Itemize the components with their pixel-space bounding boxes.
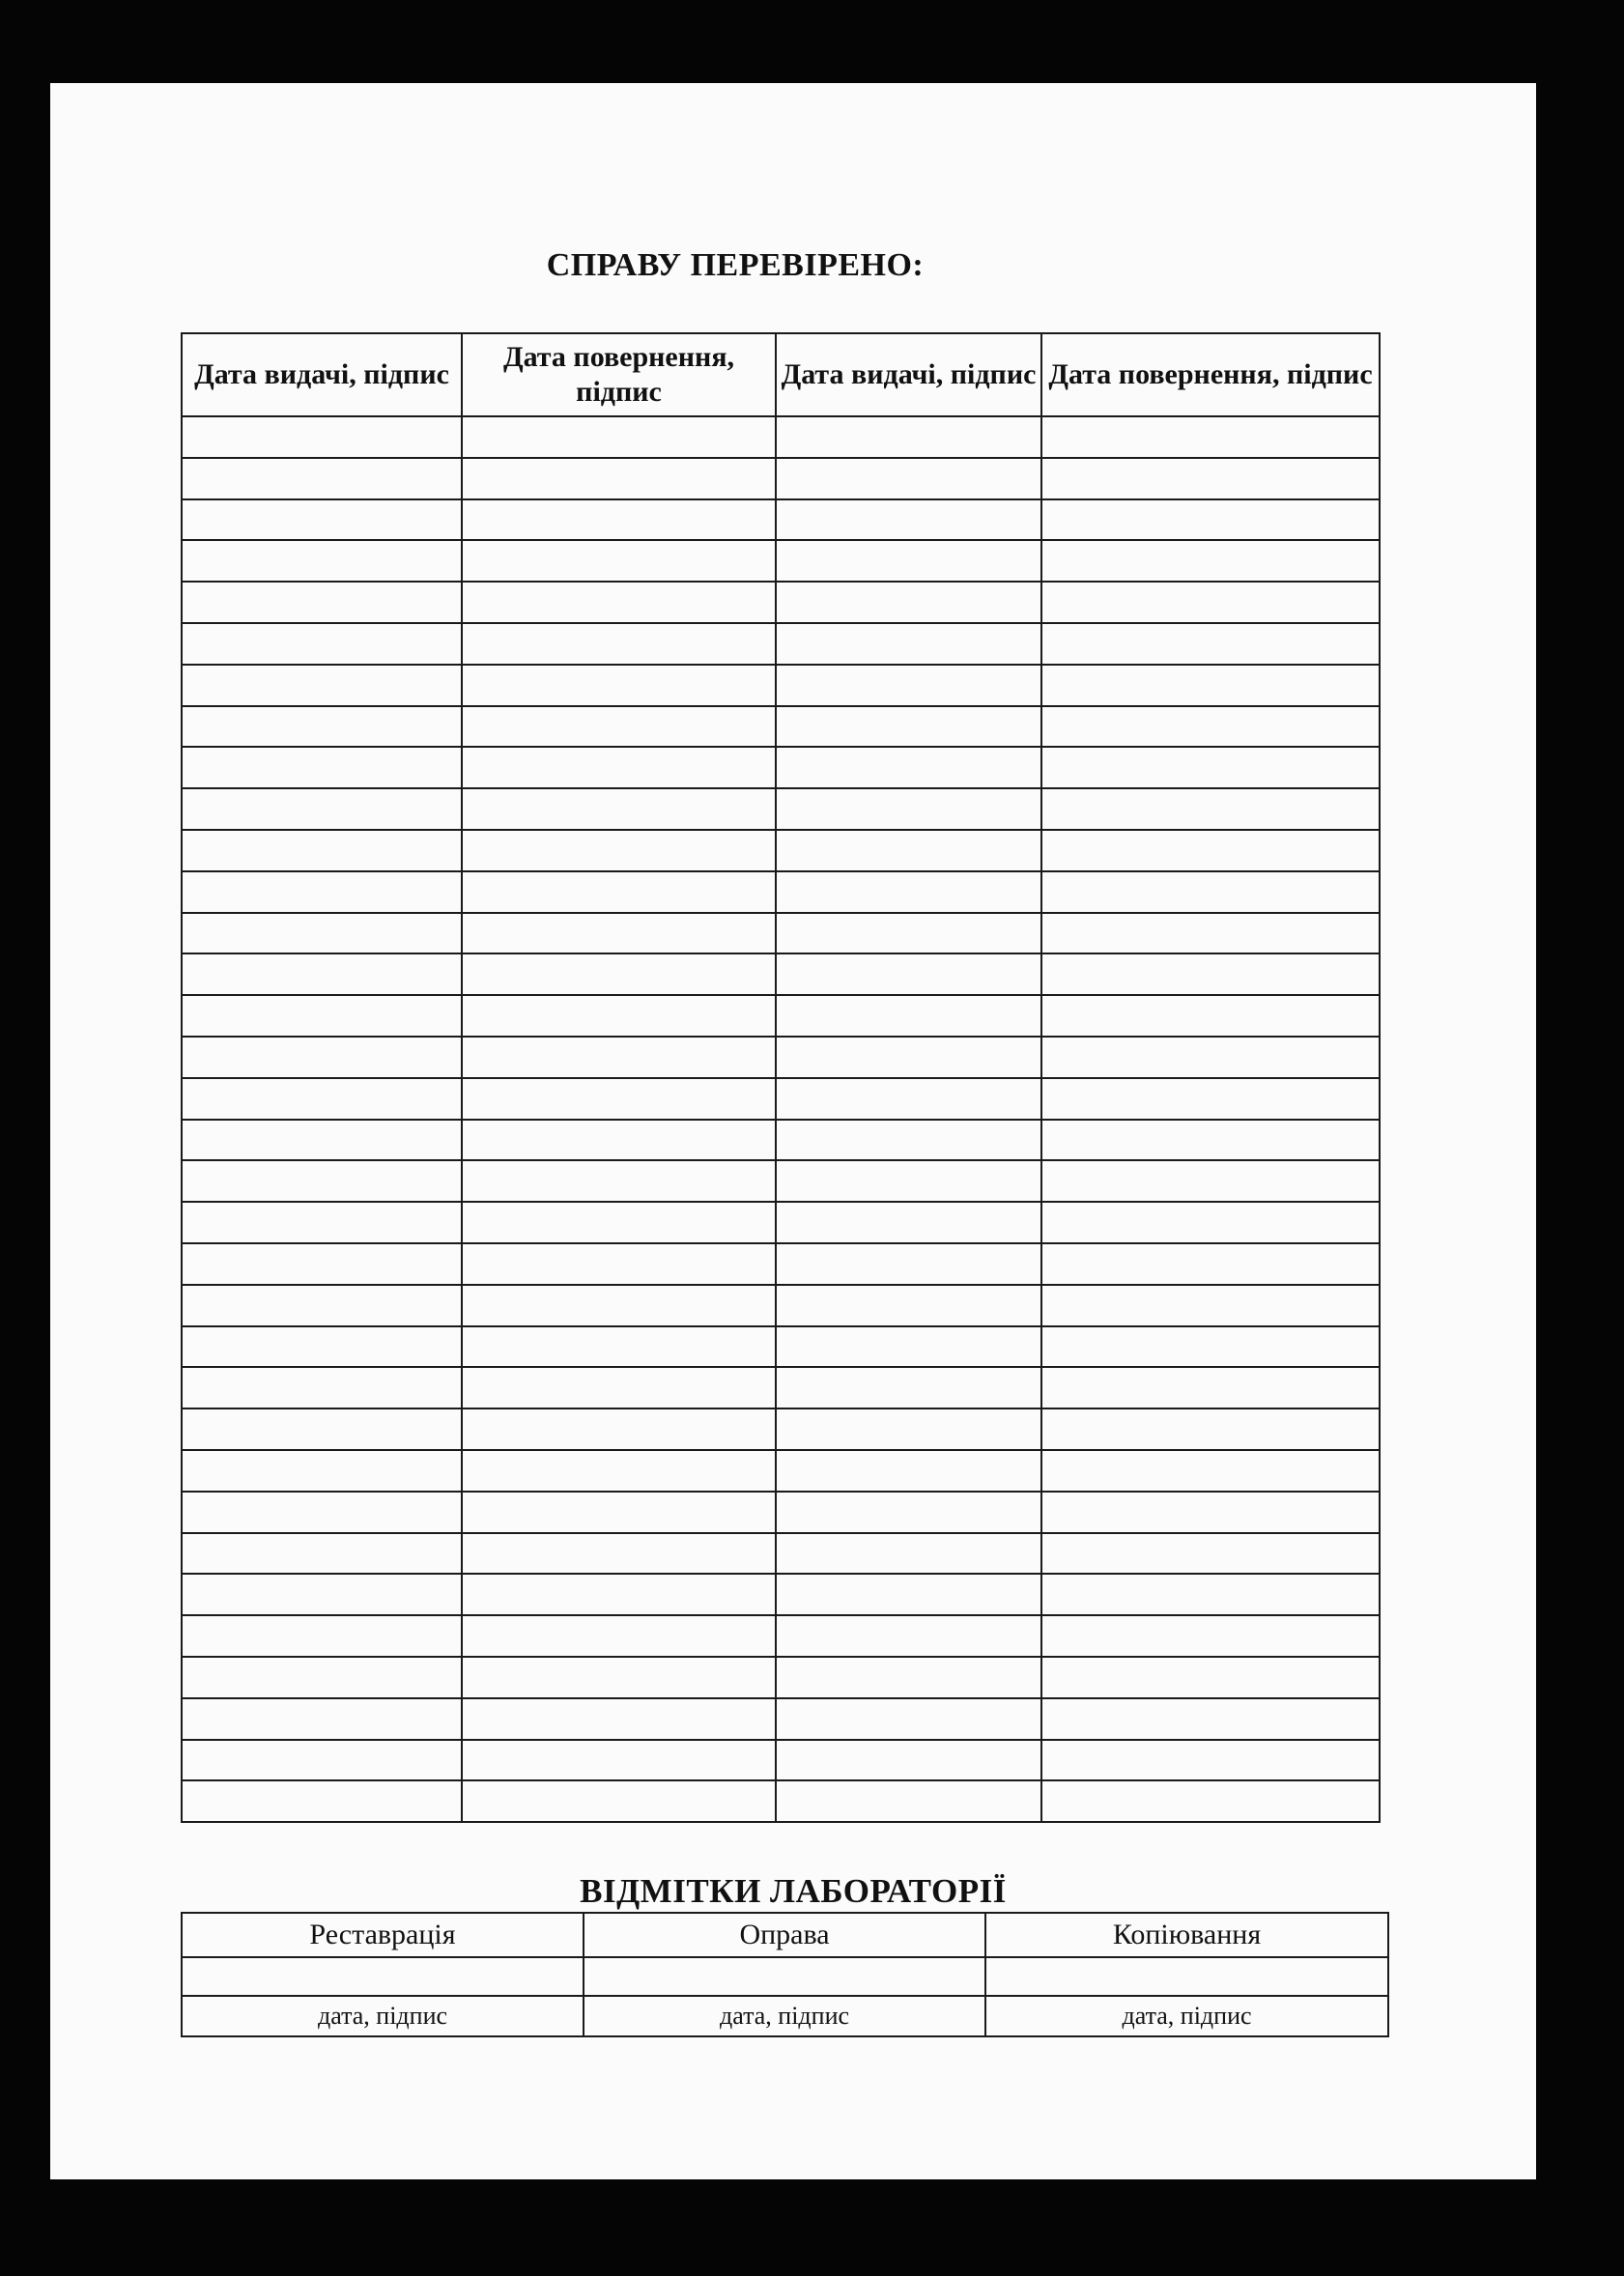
check-log-cell[interactable] — [1041, 582, 1380, 623]
check-log-cell[interactable] — [182, 995, 462, 1037]
check-log-cell[interactable] — [776, 1202, 1041, 1243]
check-log-cell[interactable] — [1041, 1285, 1380, 1326]
check-log-cell[interactable] — [1041, 1326, 1380, 1368]
check-log-cell[interactable] — [462, 499, 776, 541]
check-log-cell[interactable] — [182, 1740, 462, 1781]
check-log-cell[interactable] — [182, 416, 462, 458]
check-log-row — [182, 1780, 1380, 1822]
check-log-cell[interactable] — [1041, 623, 1380, 665]
check-log-row — [182, 1450, 1380, 1492]
check-log-row — [182, 788, 1380, 830]
check-log-cell[interactable] — [776, 1574, 1041, 1615]
check-log-cell[interactable] — [182, 1574, 462, 1615]
check-log-cell[interactable] — [776, 1740, 1041, 1781]
check-log-cell[interactable] — [182, 913, 462, 954]
check-log-cell[interactable] — [776, 1492, 1041, 1533]
check-log-body — [182, 416, 1380, 1822]
check-log-cell[interactable] — [776, 830, 1041, 871]
check-log-cell[interactable] — [462, 1698, 776, 1740]
check-log-cell[interactable] — [462, 1078, 776, 1120]
check-log-cell[interactable] — [462, 830, 776, 871]
check-log-row — [182, 1078, 1380, 1120]
check-log-table — [181, 332, 1381, 1823]
check-log-cell[interactable] — [462, 1780, 776, 1822]
check-log-cell[interactable] — [776, 582, 1041, 623]
check-log-cell[interactable] — [1041, 1533, 1380, 1575]
check-log-cell[interactable] — [462, 1243, 776, 1285]
check-log-cell[interactable] — [1041, 1698, 1380, 1740]
check-log-cell[interactable] — [776, 1326, 1041, 1368]
check-log-cell[interactable] — [1041, 747, 1380, 788]
check-log-row — [182, 1574, 1380, 1615]
check-log-cell[interactable] — [776, 871, 1041, 913]
check-log-cell[interactable] — [776, 1078, 1041, 1120]
check-log-cell[interactable] — [462, 1533, 776, 1575]
check-log-row — [182, 582, 1380, 623]
check-log-cell[interactable] — [462, 623, 776, 665]
check-log-cell[interactable] — [462, 995, 776, 1037]
check-log-row — [182, 1037, 1380, 1078]
check-log-header-row — [182, 333, 1380, 416]
check-log-cell[interactable] — [776, 1120, 1041, 1161]
check-log-cell[interactable] — [462, 1037, 776, 1078]
check-log-cell[interactable] — [462, 458, 776, 499]
column-header-return-date-1: Дата повернення, підпис — [462, 333, 776, 416]
check-log-cell[interactable] — [1041, 1615, 1380, 1657]
check-log-row — [182, 1326, 1380, 1368]
check-log-row — [182, 953, 1380, 995]
check-log-cell[interactable] — [182, 1450, 462, 1492]
check-log-cell[interactable] — [182, 830, 462, 871]
check-log-cell[interactable] — [182, 1657, 462, 1698]
check-log-cell[interactable] — [776, 1450, 1041, 1492]
check-log-cell[interactable] — [776, 706, 1041, 748]
check-log-cell[interactable] — [1041, 995, 1380, 1037]
check-log-cell[interactable] — [1041, 1078, 1380, 1120]
check-log-cell[interactable] — [182, 540, 462, 582]
check-log-cell[interactable] — [182, 953, 462, 995]
check-log-row — [182, 1120, 1380, 1161]
check-log-cell[interactable] — [776, 1698, 1041, 1740]
lab-section-title: ВІДМІТКИ ЛАБОРАТОРІЇ — [580, 1872, 1007, 1910]
check-log-cell[interactable] — [182, 1037, 462, 1078]
check-log-cell[interactable] — [462, 706, 776, 748]
check-log-row — [182, 623, 1380, 665]
check-log-cell[interactable] — [182, 1698, 462, 1740]
check-log-cell[interactable] — [776, 623, 1041, 665]
check-log-cell[interactable] — [1041, 1367, 1380, 1408]
check-log-cell[interactable] — [776, 499, 1041, 541]
check-log-cell[interactable] — [462, 871, 776, 913]
check-log-cell[interactable] — [462, 1367, 776, 1408]
check-log-cell[interactable] — [182, 1285, 462, 1326]
check-log-cell[interactable] — [182, 871, 462, 913]
column-header-copying: Копіювання — [985, 1913, 1388, 1957]
check-log-cell[interactable] — [776, 1657, 1041, 1698]
check-log-cell[interactable] — [182, 747, 462, 788]
check-log-cell[interactable] — [776, 788, 1041, 830]
check-log-cell[interactable] — [1041, 788, 1380, 830]
check-log-row — [182, 1615, 1380, 1657]
column-header-issue-date-1: Дата видачі, підпис — [182, 333, 462, 416]
check-log-cell[interactable] — [776, 1285, 1041, 1326]
check-log-cell[interactable] — [1041, 1243, 1380, 1285]
check-log-cell[interactable] — [1041, 1037, 1380, 1078]
check-log-row — [182, 1740, 1380, 1781]
check-log-cell[interactable] — [182, 1202, 462, 1243]
check-log-row — [182, 1657, 1380, 1698]
check-log-cell[interactable] — [182, 1326, 462, 1368]
check-log-cell[interactable] — [462, 540, 776, 582]
check-log-cell[interactable] — [776, 1037, 1041, 1078]
check-log-cell[interactable] — [1041, 540, 1380, 582]
check-log-cell[interactable] — [182, 788, 462, 830]
lab-sign-row — [182, 1996, 1388, 2036]
check-log-cell[interactable] — [462, 913, 776, 954]
lab-marks-table — [181, 1912, 1389, 2037]
check-log-cell[interactable] — [462, 1120, 776, 1161]
check-log-cell[interactable] — [1041, 706, 1380, 748]
check-log-row — [182, 499, 1380, 541]
check-log-cell[interactable] — [182, 1078, 462, 1120]
check-log-cell[interactable] — [182, 1780, 462, 1822]
check-log-row — [182, 1533, 1380, 1575]
check-log-row — [182, 747, 1380, 788]
check-log-cell[interactable] — [776, 913, 1041, 954]
column-header-issue-date-2: Дата видачі, підпис — [776, 333, 1041, 416]
check-log-cell[interactable] — [776, 1160, 1041, 1202]
check-log-row — [182, 1243, 1380, 1285]
check-log-cell[interactable] — [1041, 1408, 1380, 1450]
check-log-cell[interactable] — [776, 1533, 1041, 1575]
check-log-cell[interactable] — [182, 499, 462, 541]
check-log-cell[interactable] — [182, 706, 462, 748]
check-log-cell[interactable] — [1041, 1202, 1380, 1243]
check-log-cell[interactable] — [1041, 1450, 1380, 1492]
check-log-row — [182, 1698, 1380, 1740]
check-log-cell[interactable] — [462, 582, 776, 623]
check-log-cell[interactable] — [462, 416, 776, 458]
column-header-binding: Оправа — [584, 1913, 985, 1957]
check-log-row — [182, 1202, 1380, 1243]
check-log-cell[interactable] — [462, 747, 776, 788]
check-log-cell[interactable] — [462, 1615, 776, 1657]
check-log-cell[interactable] — [462, 1202, 776, 1243]
check-log-cell[interactable] — [462, 953, 776, 995]
check-log-cell[interactable] — [182, 582, 462, 623]
check-log-cell[interactable] — [1041, 1657, 1380, 1698]
check-log-cell[interactable] — [776, 1780, 1041, 1822]
check-log-row — [182, 540, 1380, 582]
check-log-row — [182, 416, 1380, 458]
check-log-cell[interactable] — [776, 1408, 1041, 1450]
check-log-cell[interactable] — [182, 1615, 462, 1657]
copying-entry-cell[interactable] — [985, 1957, 1388, 1996]
check-log-cell[interactable] — [1041, 871, 1380, 913]
check-log-cell[interactable] — [1041, 1160, 1380, 1202]
check-log-cell[interactable] — [1041, 830, 1380, 871]
check-log-cell[interactable] — [776, 1367, 1041, 1408]
check-log-cell[interactable] — [1041, 1492, 1380, 1533]
check-log-cell[interactable] — [462, 1657, 776, 1698]
check-log-row — [182, 1285, 1380, 1326]
check-log-cell[interactable] — [776, 665, 1041, 706]
check-log-row — [182, 1160, 1380, 1202]
check-log-cell[interactable] — [1041, 1574, 1380, 1615]
check-log-cell[interactable] — [462, 665, 776, 706]
check-log-cell[interactable] — [1041, 1120, 1380, 1161]
check-log-cell[interactable] — [182, 1243, 462, 1285]
check-log-cell[interactable] — [182, 458, 462, 499]
lab-header-row — [182, 1913, 1388, 1957]
check-log-cell[interactable] — [462, 1326, 776, 1368]
check-log-cell[interactable] — [182, 1492, 462, 1533]
check-log-cell[interactable] — [1041, 665, 1380, 706]
copying-sign-label: дата, підпис — [985, 1996, 1388, 2036]
restoration-sign-label: дата, підпис — [182, 1996, 584, 2036]
lab-entry-row — [182, 1957, 1388, 1996]
check-log-cell[interactable] — [1041, 416, 1380, 458]
check-log-cell[interactable] — [182, 1160, 462, 1202]
check-log-cell[interactable] — [1041, 1780, 1380, 1822]
check-log-row — [182, 1492, 1380, 1533]
restoration-entry-cell[interactable] — [182, 1957, 584, 1996]
check-log-cell[interactable] — [1041, 1740, 1380, 1781]
check-log-row — [182, 995, 1380, 1037]
check-log-row — [182, 458, 1380, 499]
check-log-cell[interactable] — [182, 1367, 462, 1408]
check-log-cell[interactable] — [776, 540, 1041, 582]
column-header-restoration: Реставрація — [182, 1913, 584, 1957]
check-log-cell[interactable] — [776, 1615, 1041, 1657]
check-log-cell[interactable] — [182, 1120, 462, 1161]
check-log-cell[interactable] — [776, 1243, 1041, 1285]
check-log-cell[interactable] — [776, 747, 1041, 788]
check-log-cell[interactable] — [462, 1408, 776, 1450]
check-log-cell[interactable] — [182, 1533, 462, 1575]
check-log-cell[interactable] — [776, 458, 1041, 499]
check-log-row — [182, 706, 1380, 748]
check-log-cell[interactable] — [776, 953, 1041, 995]
document-page — [50, 83, 1536, 2179]
check-log-row — [182, 830, 1380, 871]
check-log-row — [182, 1408, 1380, 1450]
check-log-cell[interactable] — [182, 665, 462, 706]
check-log-row — [182, 913, 1380, 954]
check-log-row — [182, 871, 1380, 913]
check-log-cell[interactable] — [462, 1285, 776, 1326]
check-log-cell[interactable] — [462, 788, 776, 830]
check-log-cell[interactable] — [1041, 913, 1380, 954]
check-log-cell[interactable] — [462, 1450, 776, 1492]
check-log-cell[interactable] — [462, 1160, 776, 1202]
binding-entry-cell[interactable] — [584, 1957, 985, 1996]
check-log-cell[interactable] — [182, 1408, 462, 1450]
check-log-cell[interactable] — [1041, 953, 1380, 995]
binding-sign-label: дата, підпис — [584, 1996, 985, 2036]
check-log-cell[interactable] — [1041, 499, 1380, 541]
check-log-cell[interactable] — [462, 1492, 776, 1533]
check-log-cell[interactable] — [1041, 458, 1380, 499]
check-section-title: СПРАВУ ПЕРЕВІРЕНО: — [546, 247, 925, 283]
column-header-return-date-2: Дата повернення, підпис — [1041, 333, 1380, 416]
check-log-cell[interactable] — [776, 416, 1041, 458]
check-log-cell[interactable] — [462, 1740, 776, 1781]
check-log-cell[interactable] — [462, 1574, 776, 1615]
check-log-row — [182, 1367, 1380, 1408]
check-log-cell[interactable] — [776, 995, 1041, 1037]
check-log-row — [182, 665, 1380, 706]
check-log-cell[interactable] — [182, 623, 462, 665]
